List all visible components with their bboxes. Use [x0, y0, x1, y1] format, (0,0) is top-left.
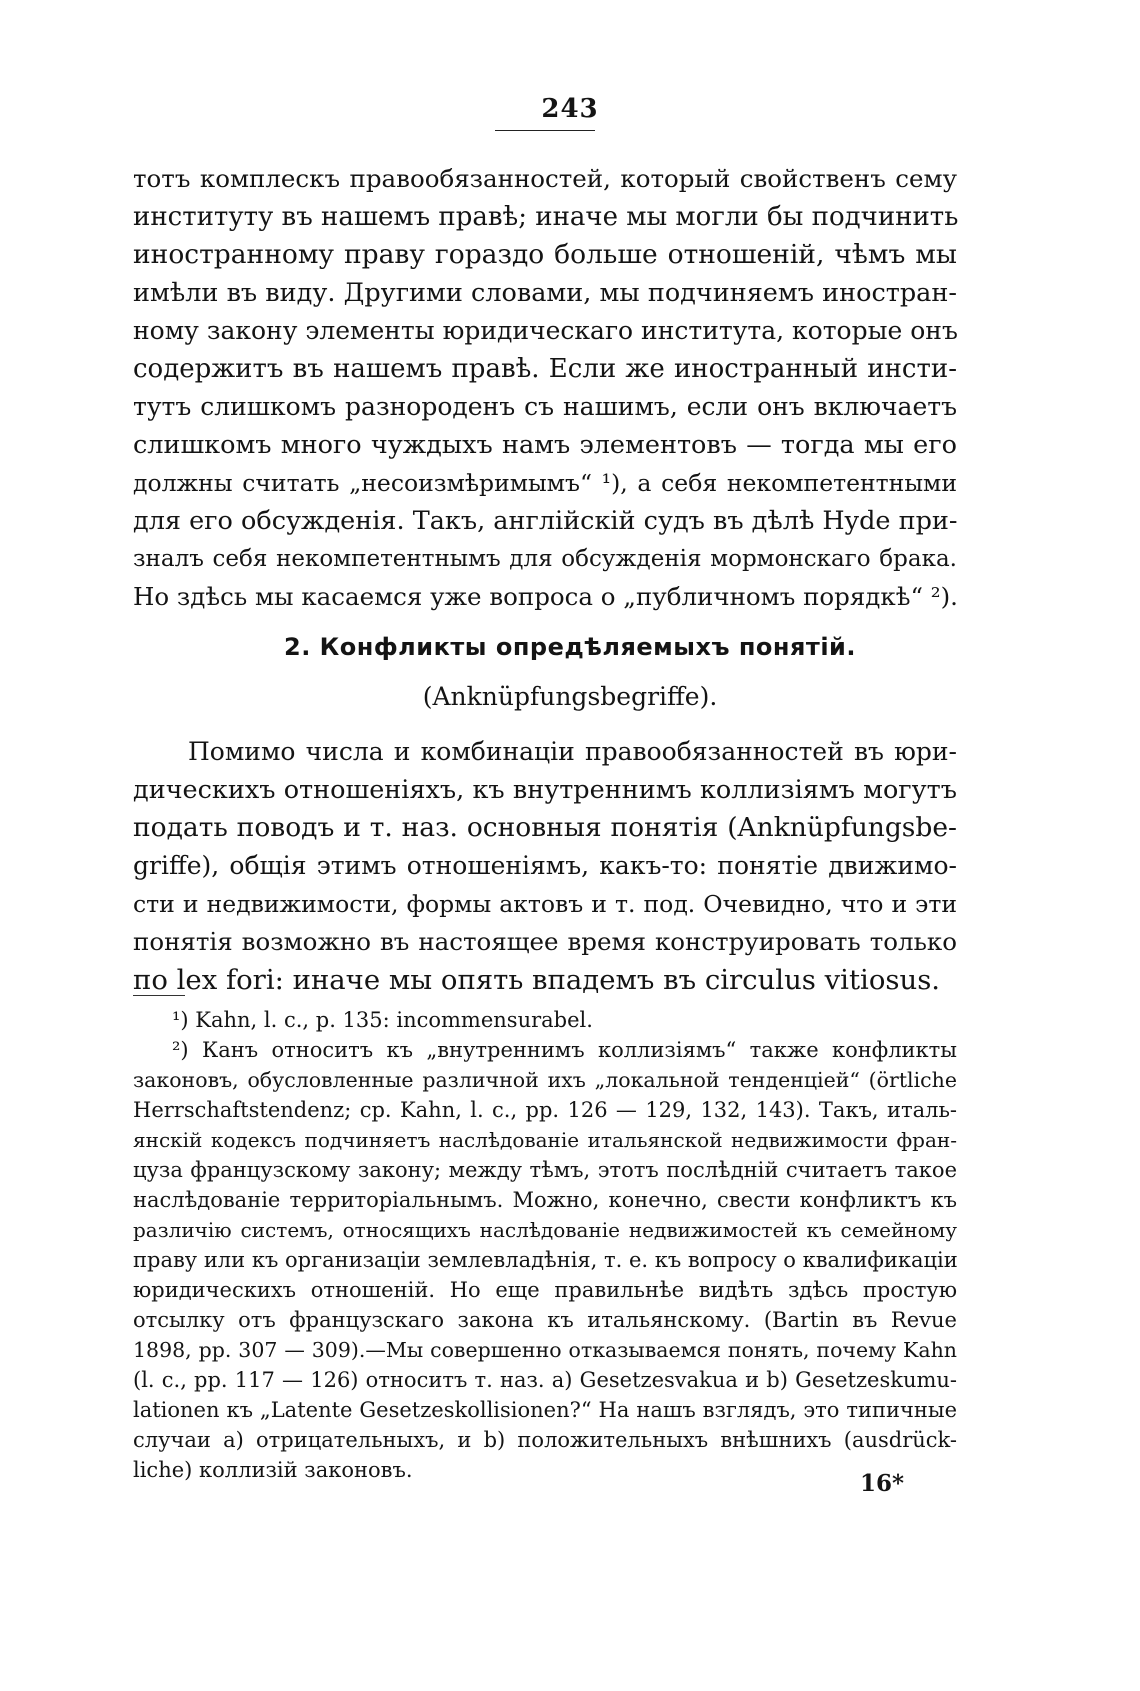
- text-line: подать поводъ и т. наз. основныя понятія (Anknüpfungsbe-: [133, 812, 957, 843]
- footnote-line: 1898, pp. 307 — 309).—Мы совершенно отказываемся понять, почему Kahn: [133, 1338, 957, 1362]
- footnote-line: ²) Канъ относитъ къ „внутреннимъ коллизіямъ“ также конфликты: [172, 1038, 957, 1062]
- section-title: 2. Конфликты опредѣляемыхъ понятій.: [284, 633, 856, 661]
- footnote-line: различію системъ, относящихъ наслѣдованіе недвижимостей къ семейному: [133, 1218, 957, 1242]
- footnote-line: lationen къ „Latente Gesetzeskollisionen?“ На нашъ взглядъ, это типичные: [133, 1398, 957, 1422]
- footnote-line: Herrschaftstendenz; cp. Kahn, l. c., pp. 126 — 129, 132, 143). Такъ, италь-: [133, 1098, 957, 1122]
- text-line: имѣли въ виду. Другими словами, мы подчиняемъ иностран-: [133, 278, 957, 308]
- footnote-line: янскій кодексъ подчиняетъ наслѣдованіе итальянской недвижимости фран-: [133, 1128, 957, 1152]
- footnote-line: цуза французскому закону; между тѣмъ, этотъ послѣдній считаетъ такое: [133, 1158, 957, 1182]
- footnote-line: случаи a) отрицательныхъ, и b) положительныхъ внѣшнихъ (ausdrück-: [133, 1428, 957, 1452]
- footnote-line: юридическихъ отношеній. Но еще правильнѣе видѣть здѣсь простую: [133, 1278, 957, 1302]
- footnote-line: liche) коллизій законовъ.: [133, 1458, 413, 1482]
- footnote-line: (l. c., pp. 117 — 126) относитъ т. наз. a) Gesetzesvakua и b) Gesetzeskumu-: [133, 1368, 957, 1392]
- footnote-line: праву или къ организаціи землевладѣнія, т. е. къ вопросу о квалификаціи: [133, 1248, 958, 1272]
- text-line: по lex fori: иначе мы опять впадемъ въ circulus vitiosus.: [133, 964, 941, 996]
- footnote-line: отсылку отъ французскаго закона къ итальянскому. (Bartin въ Revue: [133, 1308, 957, 1332]
- printer-signature: 16*: [860, 1470, 905, 1497]
- text-line: тотъ комплескъ правообязанностей, который свойственъ сему: [133, 164, 957, 193]
- text-line: понятія возможно въ настоящее время конструировать только: [133, 927, 957, 956]
- footnote-line: наслѣдованіе территоріальнымъ. Можно, конечно, свести конфликтъ къ: [133, 1188, 957, 1212]
- section-subtitle: (Anknüpfungsbegriffe).: [422, 682, 718, 711]
- text-line: дическихъ отношеніяхъ, къ внутреннимъ коллизіямъ могутъ: [133, 775, 957, 805]
- footnote-line: законовъ, обусловленные различной ихъ „локальной тенденціей“ (örtliche: [133, 1068, 957, 1092]
- text-line: сти и недвижимости, формы актовъ и т. под. Очевидно, что и эти: [133, 890, 957, 918]
- text-line: Помимо числа и комбинаціи правообязанностей въ юри-: [188, 737, 957, 766]
- text-line: слишкомъ много чуждыхъ намъ элементовъ — тогда мы его: [133, 430, 957, 460]
- text-line: griffe), общія этимъ отношеніямъ, какъ-то: понятіе движимо-: [133, 851, 957, 880]
- text-line: институту въ нашемъ правѣ; иначе мы могли бы подчинить: [133, 202, 959, 232]
- footnote-line: ¹) Kahn, l. c., p. 135: incommensurabel.: [172, 1008, 593, 1032]
- text-line: для его обсужденія. Такъ, англійскій судъ въ дѣлѣ Hyde при-: [133, 506, 958, 536]
- footnote-rule: [133, 995, 185, 996]
- page-number-rule: [495, 130, 595, 131]
- text-line: иностранному праву гораздо больше отношеній, чѣмъ мы: [133, 239, 957, 270]
- text-line: Но здѣсь мы касаемся уже вопроса о „публичномъ порядкѣ“ ²).: [133, 582, 958, 611]
- text-line: должны считать „несоизмѣримымъ“ ¹), а себя некомпетентными: [133, 469, 957, 497]
- text-line: зналъ себя некомпетентнымъ для обсужденія мормонскаго брака.: [133, 546, 957, 572]
- text-line: содержитъ въ нашемъ правѣ. Если же иностранный инсти-: [133, 354, 957, 384]
- page-number: 243: [541, 94, 599, 124]
- text-line: ному закону элементы юридическаго института, которые онъ: [133, 316, 958, 345]
- text-line: тутъ слишкомъ разнороденъ съ нашимъ, если онъ включаетъ: [133, 392, 957, 421]
